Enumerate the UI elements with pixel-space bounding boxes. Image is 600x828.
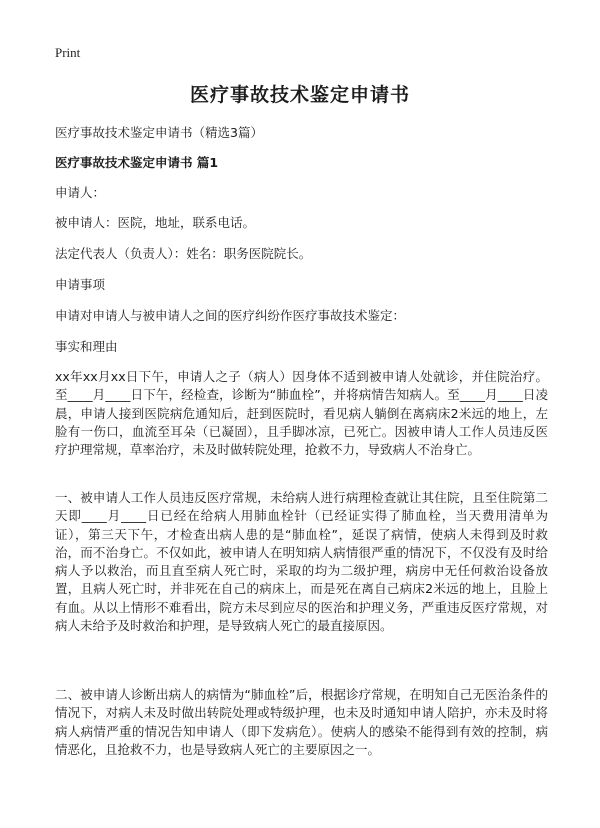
matters-text: 申请对申请人与被申请人之间的医疗纠纷作医疗事故技术鉴定： <box>55 308 406 323</box>
facts-heading: 事实和理由 <box>55 339 118 354</box>
respondent-line: 被申请人：医院，地址，联系电话。 <box>55 215 256 230</box>
applicant-line: 申请人： <box>55 185 106 200</box>
legal-rep-line: 法定代表人（负责人）：姓名：职务医院院长。 <box>55 246 312 261</box>
paragraph-1: xx年xx月xx日下午，申请人之子（病人）因身体不适到被申请人处就诊，并住院治疗。至____月____日下午，经检查，诊断为“肺血栓”，并将病情告知病人。至____月____日凌晨，申请人接到医院病危通知后，赶到医院时，看见病人躺倒在离病床2米远的地上，左脸有一伤口，血流至耳朵（已凝固），且手脚冰凉，已死亡。因被申请人工作人员违反医疗护理常规，草率治疗，未及时做转院处理，抢救不力，导致病人不治身亡。 <box>55 369 548 458</box>
matters-heading: 申请事项 <box>55 277 106 292</box>
document-title: 医疗事故技术鉴定申请书 <box>189 84 410 106</box>
print-label: Print <box>55 45 81 60</box>
paragraph-2: 一、被申请人工作人员违反医疗常规，未给病人进行病理检查就让其住院，且至住院第二天即____月____日已经在给病人用肺血栓针（已经证实得了肺血栓，当天费用清单为证），第三天下午，才检查出病人患的是“肺血栓”，延误了病情，使病人未得到及时救治，而不治身亡。不仅如此，被申请人在明知病人病情很严重的情况下，不仅没有及时给病人予以救治，而且直至病人死亡时，采取的均为二级护理，病房中无任何救治设备放置，且病人死亡时，并非死在自己的病床上，而是死在离自己病床2米远的地上，且脸上有血。从以上情形不难看出，院方未尽到应尽的医治和护理义务，严重违反医疗常规，对病人未给予及时救治和护理，是导致病人死亡的最直接原因。 <box>55 490 548 634</box>
paragraph-3: 二、被申请人诊断出病人的病情为“肺血栓”后，根据诊疗常规，在明知自己无医治条件的情况下，对病人未及时做出转院处理或特级护理，也未及时通知申请人陪护，亦未及时将病人病情严重的情况告知申请人（即下发病危）。使病人的感染不能得到有效的控制，病情恶化，且抢救不力，也是导致病人死亡的主要原因之一。 <box>55 687 548 757</box>
section-heading: 医疗事故技术鉴定申请书 篇1 <box>55 155 219 170</box>
document-subtitle: 医疗事故技术鉴定申请书（精选3篇） <box>55 125 263 140</box>
